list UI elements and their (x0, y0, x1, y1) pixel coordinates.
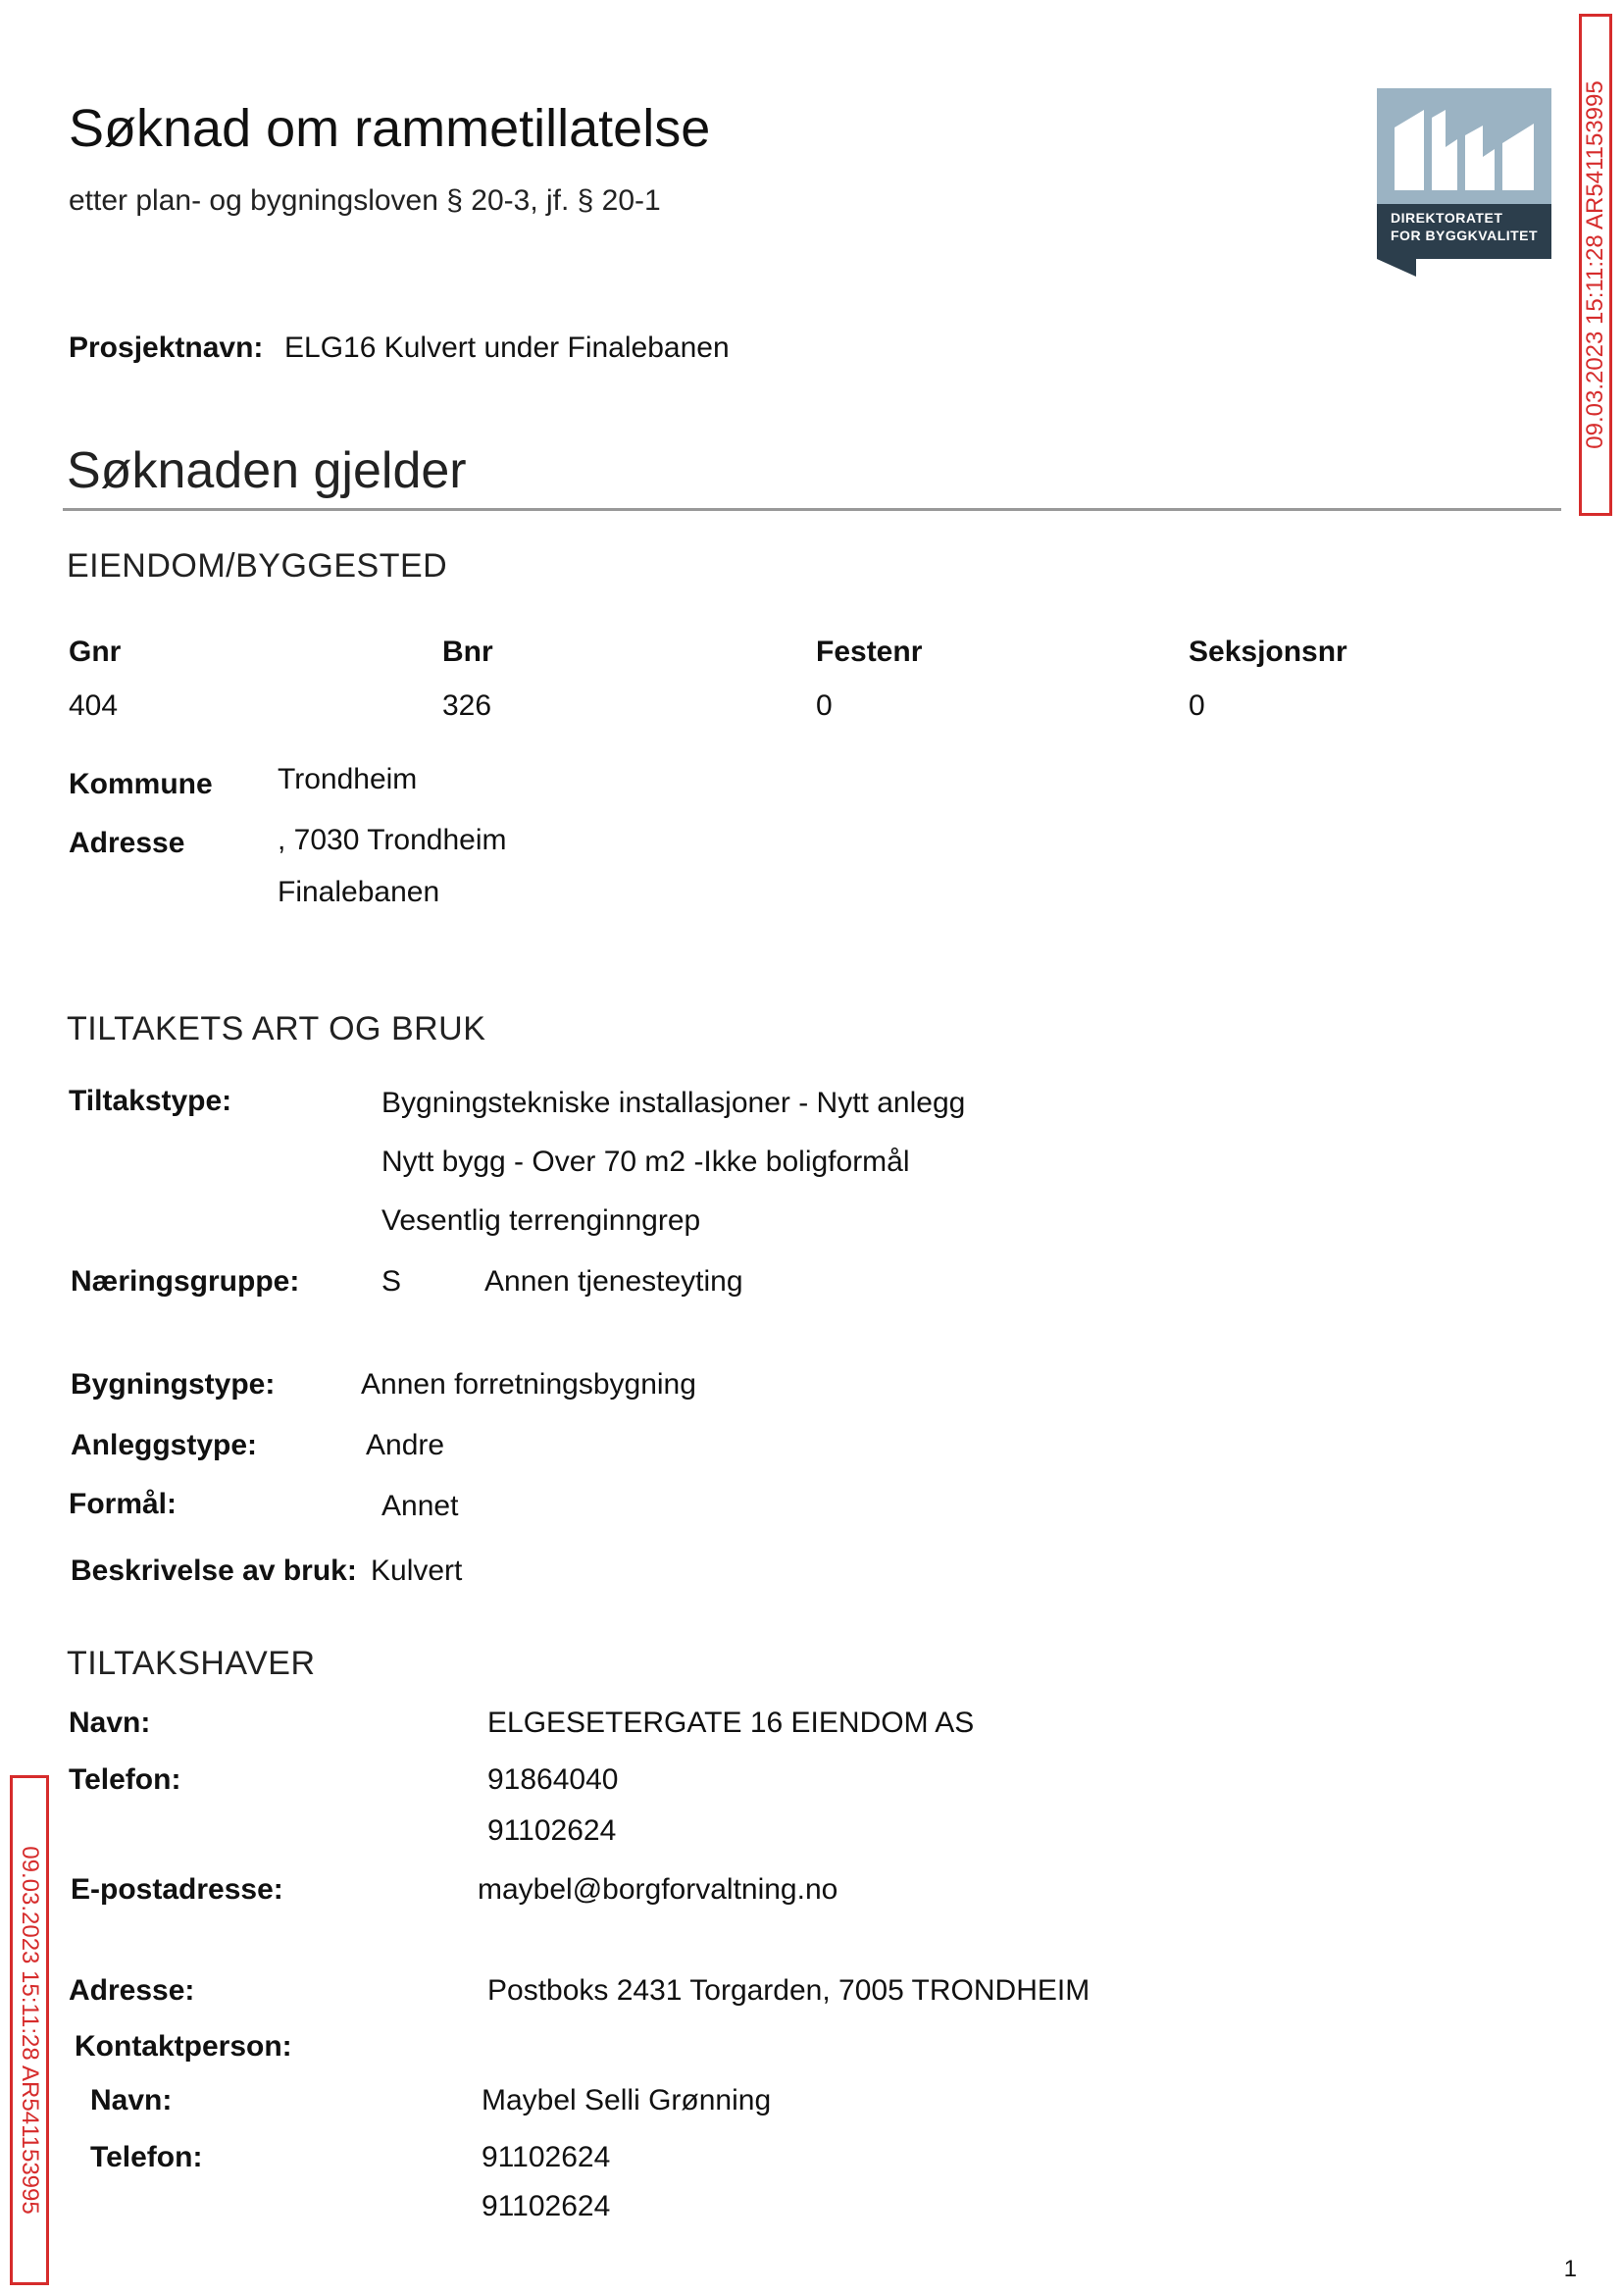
naeringsgruppe-code: S (381, 1265, 402, 1298)
beskrivelse-label: Beskrivelse av bruk: (71, 1555, 357, 1587)
tiltakshaver-telefon-value: 91102624 (487, 1814, 617, 1847)
dibk-logo-icon (1377, 88, 1551, 277)
tiltakshaver-telefon-value: 91864040 (487, 1763, 619, 1796)
kommune-value: Trondheim (278, 763, 418, 795)
tiltakshaver-adresse-value: Postboks 2431 Torgarden, 7005 TRONDHEIM (487, 1974, 1091, 2007)
section-title: Søknaden gjelder (67, 442, 467, 499)
anleggstype-label: Anleggstype: (71, 1429, 258, 1461)
logo-line2: FOR BYGGKVALITET (1391, 228, 1539, 243)
bnr-label: Bnr (442, 636, 493, 668)
tiltakstype-item: Vesentlig terrenginngrep (381, 1204, 701, 1237)
kontaktperson-label: Kontaktperson: (75, 2030, 292, 2063)
seksjonsnr-value: 0 (1189, 689, 1205, 722)
project-name-value: ELG16 Kulvert under Finalebanen (284, 331, 730, 364)
gnr-label: Gnr (69, 636, 122, 668)
dibk-logo-graphic (1377, 88, 1551, 277)
kontakt-telefon-label: Telefon: (90, 2141, 203, 2173)
kontakt-telefon-value: 91102624 (482, 2190, 611, 2222)
tiltakshaver-heading: TILTAKSHAVER (67, 1645, 316, 1682)
document-title: Søknad om rammetillatelse (69, 99, 711, 158)
kontakt-telefon-value: 91102624 (482, 2141, 611, 2173)
bygningstype-value: Annen forretningsbygning (361, 1368, 696, 1401)
page-number: 1 (1563, 2256, 1577, 2282)
section-divider (63, 508, 1561, 511)
gnr-value: 404 (69, 689, 119, 722)
bygningstype-label: Bygningstype: (71, 1368, 276, 1401)
formaal-label: Formål: (69, 1488, 178, 1520)
stamp-text-bottom: 09.03.2023 15:11:28 AR541153995 (17, 1846, 43, 2215)
bnr-value: 326 (442, 689, 492, 722)
tiltakstype-label: Tiltakstype: (69, 1085, 232, 1117)
kontakt-navn-value: Maybel Selli Grønning (482, 2084, 772, 2116)
property-heading: EIENDOM/BYGGESTED (67, 547, 448, 585)
tiltakshaver-epost-value: maybel@borgforvaltning.no (478, 1873, 838, 1906)
tiltakshaver-epost-label: E-postadresse: (71, 1873, 283, 1906)
tiltakshaver-navn-label: Navn: (69, 1707, 151, 1739)
tiltakshaver-adresse-label: Adresse: (69, 1974, 195, 2007)
stamp-text-top: 09.03.2023 15:11:28 AR541153995 (1582, 80, 1608, 449)
kontakt-navn-label: Navn: (90, 2084, 173, 2116)
tiltakstype-item: Nytt bygg - Over 70 m2 -Ikke boligformål (381, 1146, 910, 1178)
anleggstype-value: Andre (366, 1429, 445, 1461)
naeringsgruppe-value: Annen tjenesteyting (484, 1265, 743, 1298)
naeringsgruppe-label: Næringsgruppe: (71, 1265, 300, 1298)
beskrivelse-value: Kulvert (371, 1555, 463, 1587)
seksjonsnr-label: Seksjonsnr (1189, 636, 1347, 668)
tiltakshaver-telefon-label: Telefon: (69, 1763, 181, 1796)
tiltak-heading: TILTAKETS ART OG BRUK (67, 1010, 486, 1047)
tiltakshaver-navn-value: ELGESETERGATE 16 EIENDOM AS (487, 1707, 975, 1739)
festenr-label: Festenr (816, 636, 923, 668)
festenr-value: 0 (816, 689, 833, 722)
formaal-value: Annet (381, 1490, 459, 1522)
document-subtitle: etter plan- og bygningsloven § 20-3, jf. § 20-1 (69, 184, 661, 217)
adresse-line1: , 7030 Trondheim (278, 824, 507, 856)
adresse-line2: Finalebanen (278, 876, 440, 908)
project-name-label: Prosjektnavn: (69, 331, 264, 364)
kommune-label: Kommune (69, 768, 213, 800)
logo-line1: DIREKTORATET (1391, 210, 1503, 226)
tiltakstype-item: Bygningstekniske installasjoner - Nytt anlegg (381, 1087, 966, 1119)
adresse-label: Adresse (69, 827, 185, 859)
